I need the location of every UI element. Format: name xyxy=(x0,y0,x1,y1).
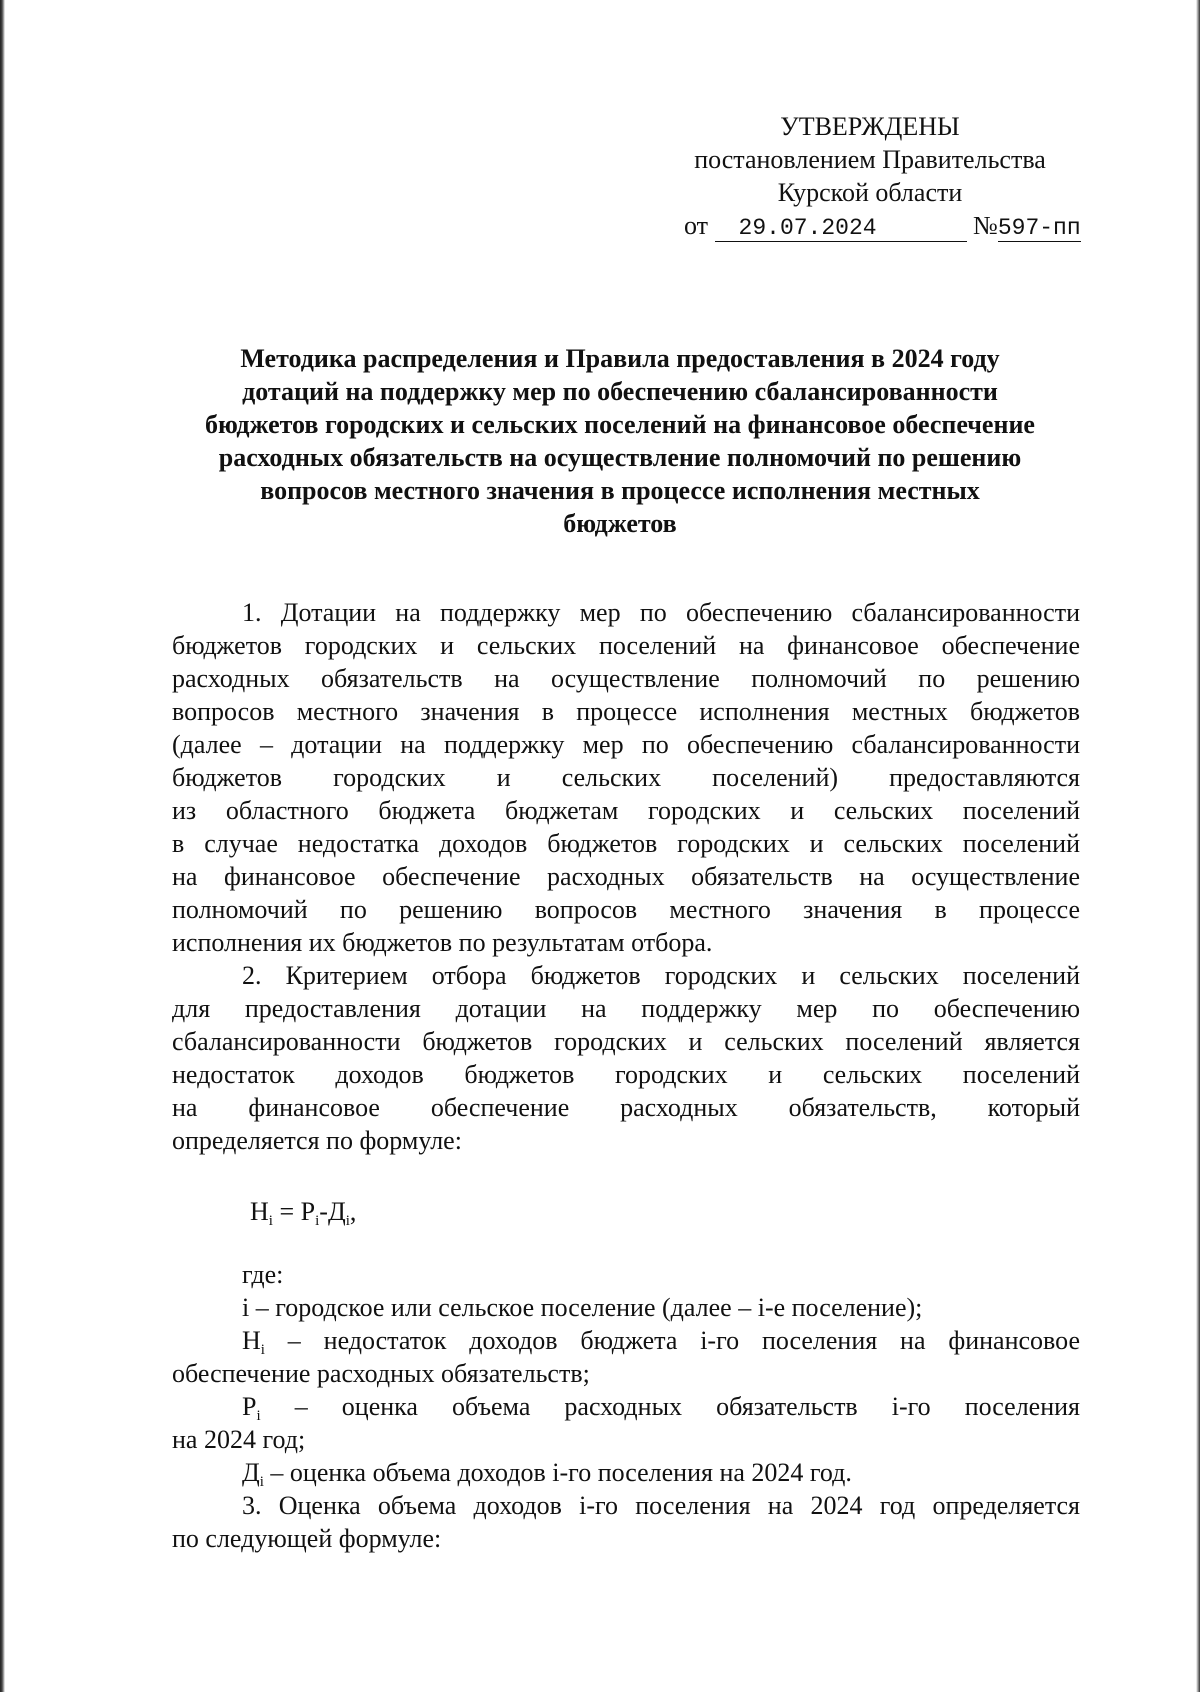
symbol-h: Н xyxy=(242,1326,261,1355)
scan-edge-right xyxy=(1196,0,1200,1692)
formula-equals: = xyxy=(272,1197,301,1226)
definition-h xyxy=(172,1324,1080,1357)
text-line: на финансовое обеспечение расходных обязательств на осуществление xyxy=(172,862,1080,891)
formula-comma: , xyxy=(349,1197,357,1226)
formula-deficit xyxy=(172,1195,1080,1228)
approval-line-1: постановлением Правительства xyxy=(694,145,1046,174)
date-prefix: от xyxy=(684,211,709,240)
approval-stamp xyxy=(640,110,1100,242)
formula-symbol-p: Р xyxy=(300,1197,316,1226)
text-line: недостаток доходов бюджетов городских и сельских поселений xyxy=(172,1060,1080,1089)
text-line: вопросов местного значения в процессе исполнения местных бюджетов xyxy=(172,697,1080,726)
title-line: расходных обязательств на осуществление полномочий по решению xyxy=(218,443,1022,472)
definition-text: – оценка объема расходных обязательств i-го поселения xyxy=(260,1392,1080,1421)
subscript: i xyxy=(256,1408,261,1424)
definitions xyxy=(172,1258,1080,1489)
text-line: для предоставления дотации на поддержку мер по обеспечению xyxy=(172,994,1080,1023)
number-prefix: № xyxy=(973,211,998,240)
text-line: бюджетов городских и сельских поселений) предоставляются xyxy=(172,763,1080,792)
subscript: i xyxy=(259,1474,264,1490)
text-line: на финансовое обеспечение расходных обязательств, который xyxy=(172,1093,1080,1122)
text-line: сбалансированности бюджетов городских и сельских поселений является xyxy=(172,1027,1080,1056)
text-line: 3. Оценка объема доходов i-го поселения на 2024 год определяется xyxy=(242,1491,1080,1520)
text-line: из областного бюджета бюджетам городских и сельских поселений xyxy=(172,796,1080,825)
approval-number: 597-пп xyxy=(997,215,1081,241)
where-label: где: xyxy=(242,1260,284,1289)
definition-i: i – городское или сельское поселение (далее – i-е поселение); xyxy=(242,1293,923,1322)
definition-text: – недостаток доходов бюджета i-го поселения на финансовое xyxy=(264,1326,1080,1355)
definition-d xyxy=(172,1456,1080,1489)
title-line: бюджетов городских и сельских поселений на финансовое обеспечение xyxy=(205,410,1035,439)
document-body xyxy=(172,596,1080,1555)
text-line: в случае недостатка доходов бюджетов городских и сельских поселений xyxy=(172,829,1080,858)
text-line: расходных обязательств на осуществление полномочий по решению xyxy=(172,664,1080,693)
paragraph-1 xyxy=(172,596,1080,959)
formula-subscript: i xyxy=(268,1213,273,1229)
formula-minus: - xyxy=(319,1197,328,1226)
text-line: 1. Дотации на поддержку мер по обеспечению сбалансированности xyxy=(242,598,1080,627)
text-line: исполнения их бюджетов по результатам отбора. xyxy=(172,928,713,957)
title-line: дотаций на поддержку мер по обеспечению сбалансированности xyxy=(242,377,998,406)
title-line: вопросов местного значения в процессе исполнения местных xyxy=(260,476,980,505)
text-line: определяется по формуле: xyxy=(172,1126,462,1155)
text-line: (далее – дотации на поддержку мер по обеспечению сбалансированности xyxy=(172,730,1080,759)
text-line: бюджетов городских и сельских поселений на финансовое обеспечение xyxy=(172,631,1080,660)
definition-text: – оценка объема доходов i-го поселения на 2024 год. xyxy=(263,1458,852,1487)
text-line: на 2024 год; xyxy=(172,1425,306,1454)
title-line: бюджетов xyxy=(563,509,677,538)
paragraph-2 xyxy=(172,959,1080,1157)
text-line: обеспечение расходных обязательств; xyxy=(172,1359,590,1388)
approval-heading: УТВЕРЖДЕНЫ xyxy=(780,112,960,141)
approval-line-2: Курской области xyxy=(777,178,963,207)
formula-subscript: i xyxy=(345,1213,350,1229)
text-line: полномочий по решению вопросов местного значения в процессе xyxy=(172,895,1080,924)
formula-symbol-h: Н xyxy=(250,1197,269,1226)
paragraph-3 xyxy=(172,1489,1080,1555)
subscript: i xyxy=(260,1342,265,1358)
document-title xyxy=(160,342,1080,540)
approval-date: 29.07.2024 xyxy=(715,215,967,242)
formula-subscript: i xyxy=(315,1213,320,1229)
formula-symbol-d: Д xyxy=(327,1197,346,1226)
symbol-p: Р xyxy=(242,1392,257,1421)
symbol-d: Д xyxy=(242,1458,260,1487)
scan-edge-left xyxy=(0,0,5,1692)
definition-p xyxy=(172,1390,1080,1423)
text-line: 2. Критерием отбора бюджетов городских и сельских поселений xyxy=(242,961,1080,990)
title-line: Методика распределения и Правила предоставления в 2024 году xyxy=(240,344,1000,373)
approval-date-line xyxy=(640,209,1100,242)
text-line: по следующей формуле: xyxy=(172,1524,442,1553)
